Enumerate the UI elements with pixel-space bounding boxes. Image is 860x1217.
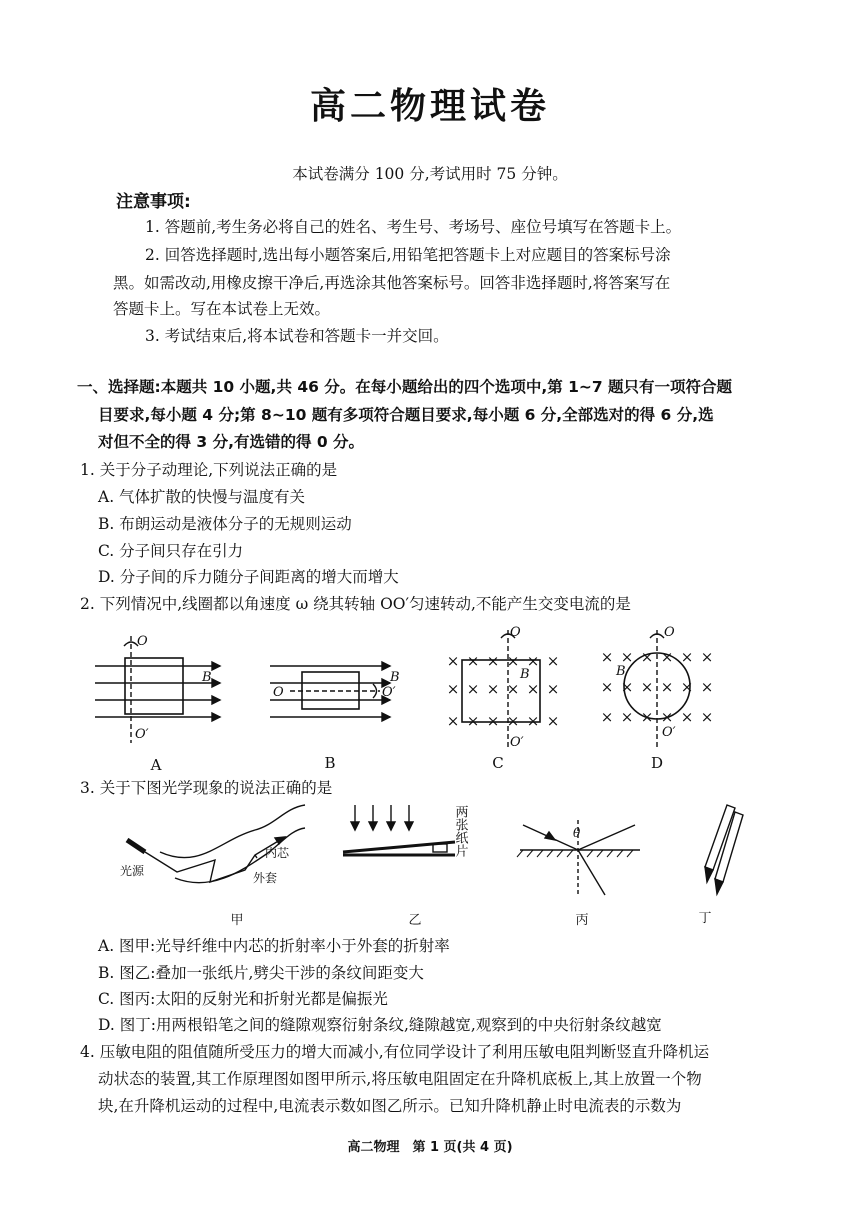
svg-text:×: × <box>680 708 694 726</box>
q1-option-b: B. 布朗运动是液体分子的无规则运动 <box>98 515 352 533</box>
q1-option-a: A. 气体扩散的快慢与温度有关 <box>98 488 306 506</box>
q2-d-axis-bottom: O′ <box>662 725 676 740</box>
q4-line-2: 动状态的装置,其工作原理图如图甲所示,将压敏电阻固定在升降机底板上,其上放置一个物 <box>98 1070 702 1088</box>
svg-text:×: × <box>526 712 540 730</box>
q2-figures <box>80 618 780 776</box>
q3-label-paper: 两张纸片 <box>452 805 468 857</box>
svg-text:×: × <box>680 678 694 696</box>
svg-text:×: × <box>700 648 714 666</box>
svg-text:×: × <box>660 678 674 696</box>
svg-text:×: × <box>466 712 480 730</box>
q3-caption-jia: 甲 <box>230 913 244 928</box>
q3-option-d: D. 图丁:用两根铅笔之间的缝隙观察衍射条纹,缝隙越宽,观察到的中央衍射条纹越宽 <box>98 1016 662 1034</box>
q3-figures <box>115 800 765 928</box>
q3-option-b: B. 图乙:叠加一张纸片,劈尖干涉的条纹间距变大 <box>98 964 424 982</box>
svg-text:×: × <box>620 678 634 696</box>
q2-b-axis-left: O <box>273 685 284 700</box>
svg-text:×: × <box>660 648 674 666</box>
q2-label-c: C <box>492 754 504 772</box>
q3-caption-yi: 乙 <box>408 913 422 928</box>
q2-stem: 2. 下列情况中,线圈都以角速度 ω 绕其转轴 OO′匀速转动,不能产生交变电流的是 <box>80 595 631 613</box>
section-heading-line1: 一、选择题:本题共 10 小题,共 46 分。在每小题给出的四个选项中,第 1~7 题只有一项符合题 <box>77 378 733 396</box>
svg-text:×: × <box>526 680 540 698</box>
q2-b-axis-right: O′ <box>382 685 396 700</box>
q1-option-c: C. 分子间只存在引力 <box>98 542 244 560</box>
svg-text:×: × <box>600 708 614 726</box>
svg-text:×: × <box>446 652 460 670</box>
notice-heading: 注意事项: <box>116 192 191 212</box>
svg-text:×: × <box>446 712 460 730</box>
notice-item-1: 1. 答题前,考生务必将自己的姓名、考生号、考场号、座位号填写在答题卡上。 <box>145 218 682 236</box>
q3-stem: 3. 关于下图光学现象的说法正确的是 <box>80 779 333 797</box>
q3-figure-ding-pencils <box>705 805 743 894</box>
q1-option-d: D. 分子间的斥力随分子间距离的增大而增大 <box>98 568 399 586</box>
svg-text:×: × <box>486 680 500 698</box>
q3-caption-bing: 丙 <box>575 913 589 928</box>
svg-text:×: × <box>640 708 654 726</box>
svg-text:×: × <box>506 680 520 698</box>
svg-text:×: × <box>620 708 634 726</box>
q3-option-a: A. 图甲:光导纤维中内芯的折射率小于外套的折射率 <box>98 937 450 955</box>
q2-a-axis-top: O <box>137 634 148 649</box>
svg-text:×: × <box>466 652 480 670</box>
q3-caption-ding: 丁 <box>698 911 712 926</box>
q3-figure-jia-optical-fiber <box>127 805 305 883</box>
svg-text:×: × <box>466 680 480 698</box>
q3-figure-yi-wedge <box>343 805 455 855</box>
svg-text:×: × <box>600 678 614 696</box>
notice-item-2-cont2: 答题卡上。写在本试卷上无效。 <box>113 300 331 318</box>
svg-text:×: × <box>640 678 654 696</box>
q2-c-field: B <box>520 667 530 682</box>
svg-text:×: × <box>600 648 614 666</box>
q2-label-d: D <box>650 754 664 772</box>
svg-text:×: × <box>486 652 500 670</box>
section-heading-line2: 目要求,每小题 4 分;第 8~10 题有多项符合题目要求,每小题 6 分,全部选对的得 6 分,选 <box>98 406 714 424</box>
page-footer: 高二物理 第 1 页(共 4 页) <box>347 1140 513 1155</box>
q2-c-axis-top: O <box>510 625 521 640</box>
svg-text:×: × <box>546 652 560 670</box>
q3-label-light-source: 光源 <box>120 864 145 878</box>
svg-text:×: × <box>680 648 694 666</box>
q4-line-1: 4. 压敏电阻的阻值随所受压力的增大而减小,有位同学设计了利用压敏电阻判断竖直升降机运 <box>80 1043 710 1061</box>
q3-option-c: C. 图丙:太阳的反射光和折射光都是偏振光 <box>98 990 388 1008</box>
q2-field-marks <box>447 648 714 730</box>
q2-b-field: B <box>390 670 400 685</box>
notice-item-3: 3. 考试结束后,将本试卷和答题卡一并交回。 <box>145 327 449 345</box>
svg-text:×: × <box>546 680 560 698</box>
svg-text:×: × <box>700 708 714 726</box>
svg-text:×: × <box>526 652 540 670</box>
q2-label-a: A <box>150 756 162 774</box>
q3-label-cladding: 外套 <box>253 871 278 885</box>
svg-text:×: × <box>700 678 714 696</box>
svg-text:×: × <box>486 712 500 730</box>
q2-c-axis-bottom: O′ <box>510 735 524 750</box>
q1-stem: 1. 关于分子动理论,下列说法正确的是 <box>80 461 338 479</box>
svg-text:×: × <box>660 708 674 726</box>
q2-d-field: B <box>616 664 626 679</box>
exam-info: 本试卷满分 100 分,考试用时 75 分钟。 <box>292 165 568 183</box>
q3-label-core: 内芯 <box>265 846 290 860</box>
page-title: 高二物理试卷 <box>309 86 550 127</box>
q2-a-axis-bottom: O′ <box>135 727 149 742</box>
q3-label-theta: θ <box>573 826 581 840</box>
svg-text:×: × <box>506 652 520 670</box>
svg-text:×: × <box>640 648 654 666</box>
svg-text:×: × <box>546 712 560 730</box>
q2-figure-a <box>95 636 220 743</box>
q2-figure-b <box>270 662 390 721</box>
section-heading-line3: 对但不全的得 3 分,有选错的得 0 分。 <box>98 433 365 451</box>
notice-item-2-cont: 黑。如需改动,用橡皮擦干净后,再选涂其他答案标号。回答非选择题时,将答案写在 <box>113 274 671 292</box>
svg-text:×: × <box>506 712 520 730</box>
svg-text:×: × <box>446 680 460 698</box>
q2-a-field: B <box>202 670 212 685</box>
svg-text:×: × <box>620 648 634 666</box>
notice-item-2: 2. 回答选择题时,选出每小题答案后,用铅笔把答题卡上对应题目的答案标号涂 <box>145 246 671 264</box>
q2-label-b: B <box>324 754 336 772</box>
q2-d-axis-top: O <box>664 625 675 640</box>
q4-line-3: 块,在升降机运动的过程中,电流表示数如图乙所示。已知升降机静止时电流表的示数为 <box>98 1097 682 1115</box>
